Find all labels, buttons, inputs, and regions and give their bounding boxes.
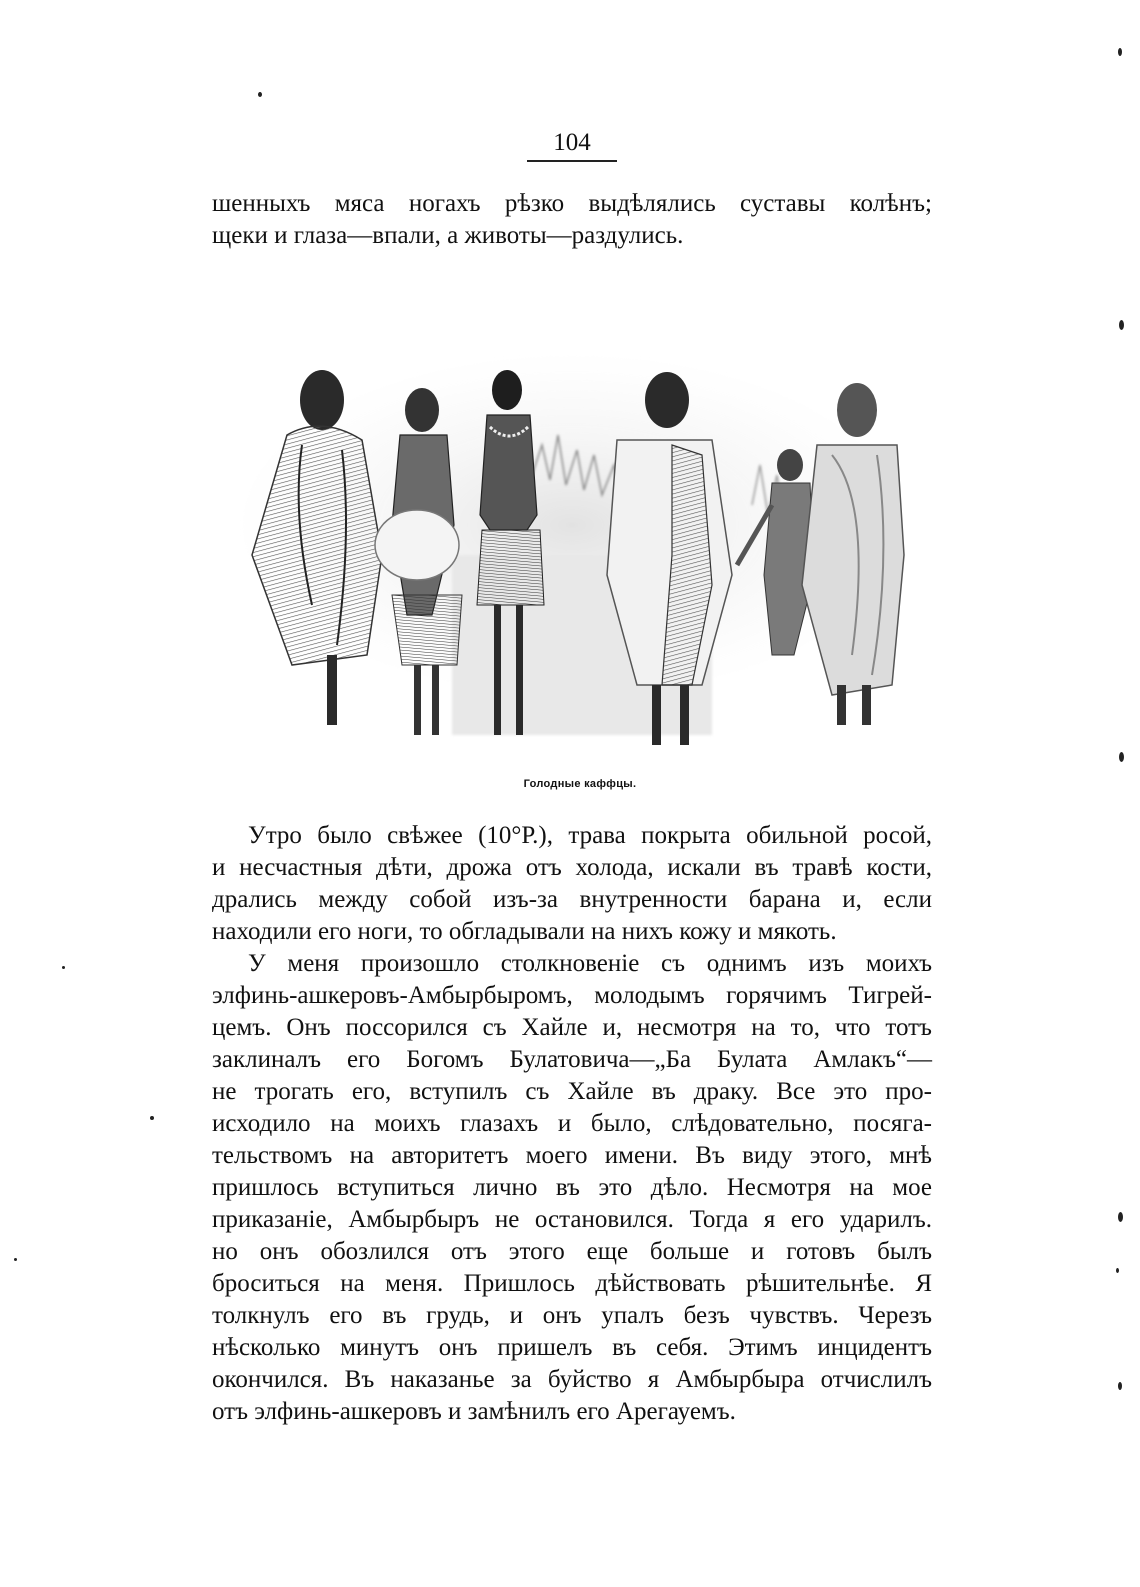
- text-line: дрались между собой изъ-за внутренности барана и, если: [212, 886, 932, 913]
- text-line: тельствомъ на авторитетъ моего имени. Въ виду этого, мнѣ: [212, 1142, 932, 1169]
- scan-speck: [62, 966, 65, 969]
- scan-speck: [1118, 1212, 1123, 1222]
- page-number-rule: [527, 160, 617, 162]
- figure-caption: Голодные каффцы.: [523, 778, 637, 790]
- scan-speck: [1119, 752, 1124, 762]
- scan-speck: [258, 92, 262, 97]
- text-line: заклиналъ его Богомъ Булатовича—„Ба Булата Амлакъ“—: [212, 1046, 932, 1073]
- scan-speck: [1118, 48, 1122, 56]
- paragraph: [212, 948, 932, 1428]
- body-text: [212, 820, 932, 1428]
- text-line: находили его ноги, то обгладывали на нихъ кожу и мякоть.: [212, 918, 837, 945]
- continuation-text: [212, 188, 932, 252]
- text-line: не трогать его, вступилъ съ Хайле въ драку. Все это про-: [212, 1078, 932, 1105]
- text-line: приказаніе, Амбырбыръ не остановился. Тогда я его ударилъ.: [212, 1206, 932, 1233]
- scan-speck: [14, 1258, 17, 1261]
- text-line: броситься на меня. Пришлось дѣйствовать рѣшительнѣе. Я: [212, 1270, 932, 1297]
- scan-speck: [1119, 320, 1124, 330]
- scan-speck: [1118, 1382, 1122, 1390]
- scan-speck: [150, 1116, 154, 1120]
- text-line: пришлось вступиться лично въ это дѣло. Несмотря на мое: [212, 1174, 932, 1201]
- text-line: Утро было свѣжее (10°Р.), трава покрыта обильной росой,: [248, 822, 932, 849]
- text-line: исходило на моихъ глазахъ и было, слѣдовательно, посяга-: [212, 1110, 932, 1137]
- text-line: отъ элфинь-ашкеровъ и замѣнилъ его Арегауемъ.: [212, 1398, 736, 1425]
- text-line: элфинь-ашкеровъ-Амбырбыромъ, молодымъ горячимъ Тигрей-: [212, 982, 932, 1009]
- illustration-hungry-kaffa-people: [232, 355, 912, 755]
- text-line: цемъ. Онъ поссорился съ Хайле и, несмотря на то, что тотъ: [212, 1014, 932, 1041]
- text-line: нѣсколько минутъ онъ пришелъ въ себя. Этимъ инцидентъ: [212, 1334, 932, 1361]
- paragraph: [212, 820, 932, 948]
- text-line: шенныхъ мяса ногахъ рѣзко выдѣлялись суставы колѣнъ;: [212, 190, 932, 217]
- text-line: толкнулъ его въ грудь, и онъ упалъ безъ чувствъ. Черезъ: [212, 1302, 932, 1329]
- text-line: щеки и глаза—впали, а животы—раздулись.: [212, 222, 684, 249]
- text-line: и несчастныя дѣти, дрожа отъ холода, искали въ травѣ кости,: [212, 854, 932, 881]
- page-number: 104: [553, 129, 591, 156]
- text-line: У меня произошло столкновеніе съ однимъ изъ моихъ: [248, 950, 932, 977]
- text-line: но онъ обозлился отъ этого еще больше и готовъ былъ: [212, 1238, 932, 1265]
- scan-speck: [1116, 1268, 1119, 1273]
- text-line: окончился. Въ наказанье за буйство я Амбырбыра отчислилъ: [212, 1366, 932, 1393]
